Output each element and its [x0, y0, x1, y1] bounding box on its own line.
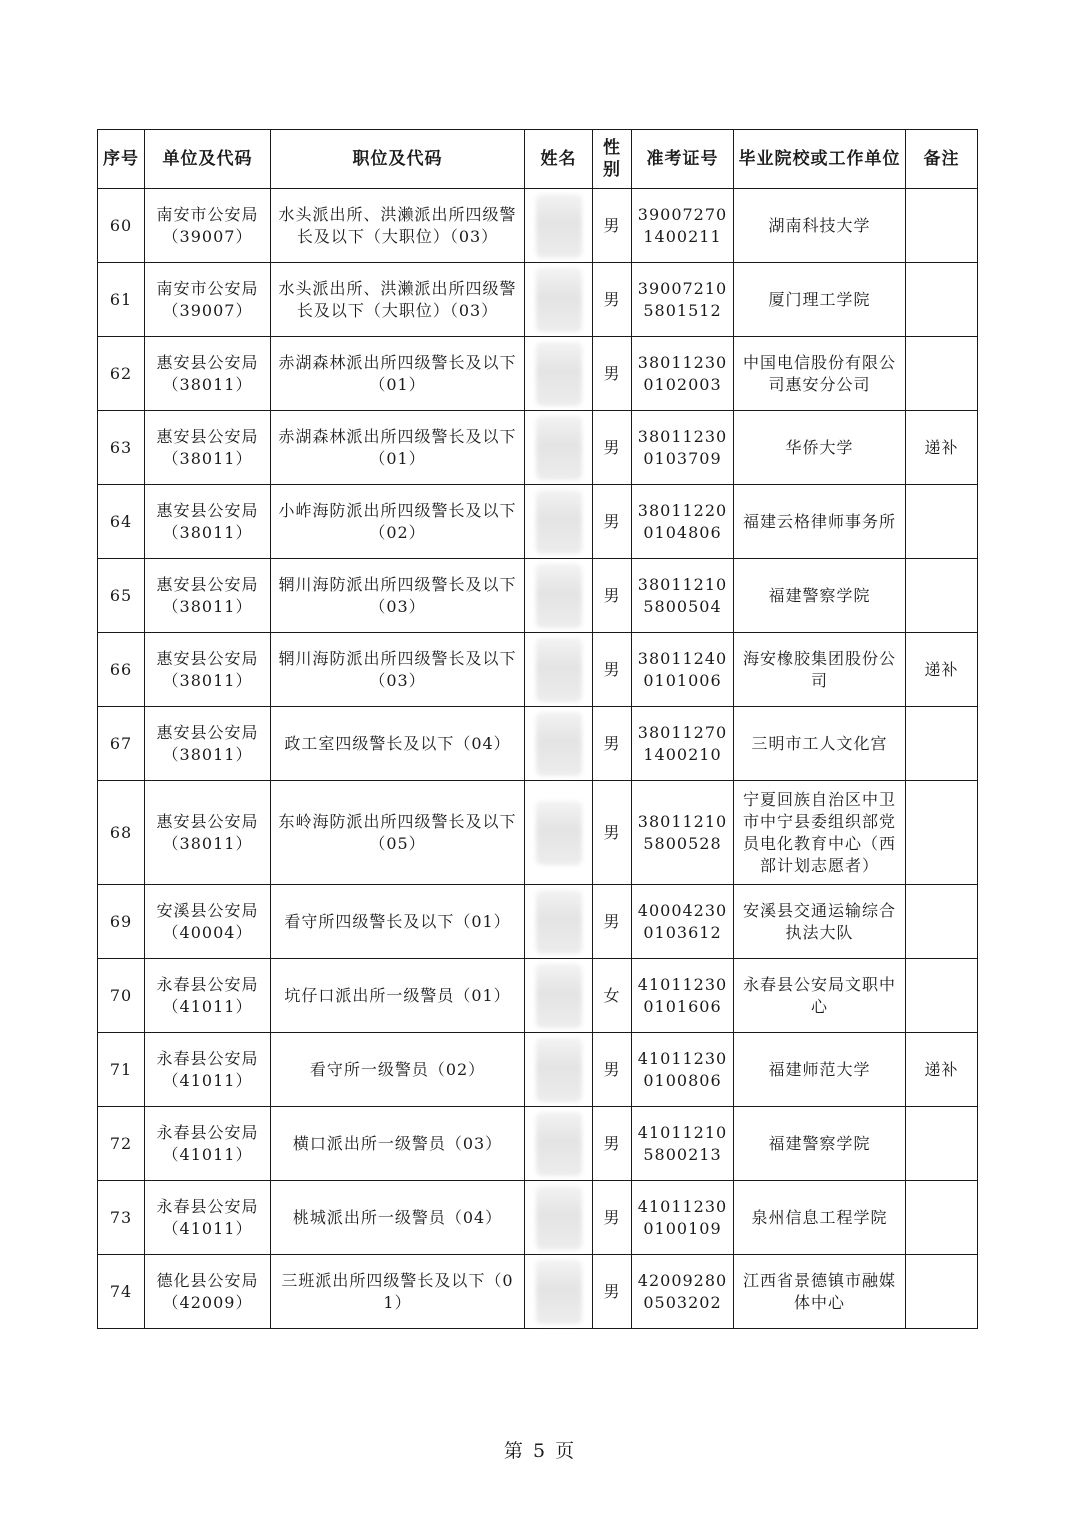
cell-position: 政工室四级警长及以下（04） — [271, 707, 525, 781]
cell-seq: 72 — [98, 1107, 145, 1181]
cell-unit: 惠安县公安局（38011） — [145, 633, 271, 707]
cell-school: 三明市工人文化宫 — [734, 707, 906, 781]
table-row — [98, 633, 978, 707]
cell-exam-no: 410112300101606 — [632, 959, 734, 1033]
cell-unit: 惠安县公安局（38011） — [145, 411, 271, 485]
cell-school: 永春县公安局文职中心 — [734, 959, 906, 1033]
header-unit: 单位及代码 — [145, 130, 271, 189]
cell-remark: 递补 — [906, 1033, 978, 1107]
cell-remark: 递补 — [906, 411, 978, 485]
cell-name — [525, 1181, 593, 1255]
cell-gender: 女 — [593, 959, 632, 1033]
cell-remark — [906, 1181, 978, 1255]
header-name: 姓名 — [525, 130, 593, 189]
redacted-name-blur — [536, 801, 582, 865]
cell-name — [525, 781, 593, 885]
cell-school: 中国电信股份有限公司惠安分公司 — [734, 337, 906, 411]
cell-seq: 62 — [98, 337, 145, 411]
cell-name — [525, 633, 593, 707]
header-seq: 序号 — [98, 130, 145, 189]
cell-seq: 60 — [98, 189, 145, 263]
redacted-name-blur — [536, 490, 582, 554]
table-row — [98, 885, 978, 959]
page-number: 第 5 页 — [503, 1440, 577, 1462]
cell-position: 看守所一级警员（02） — [271, 1033, 525, 1107]
cell-gender: 男 — [593, 781, 632, 885]
redacted-name-blur — [536, 194, 582, 258]
cell-gender: 男 — [593, 1033, 632, 1107]
cell-unit: 惠安县公安局（38011） — [145, 485, 271, 559]
cell-position: 辋川海防派出所四级警长及以下（03） — [271, 633, 525, 707]
cell-school: 福建警察学院 — [734, 1107, 906, 1181]
cell-exam-no: 380112400101006 — [632, 633, 734, 707]
cell-school: 福建警察学院 — [734, 559, 906, 633]
cell-seq: 66 — [98, 633, 145, 707]
cell-gender: 男 — [593, 559, 632, 633]
cell-gender: 男 — [593, 189, 632, 263]
table-row — [98, 707, 978, 781]
cell-school: 福建师范大学 — [734, 1033, 906, 1107]
cell-gender: 男 — [593, 337, 632, 411]
cell-seq: 61 — [98, 263, 145, 337]
cell-exam-no: 380112105800528 — [632, 781, 734, 885]
redacted-name-blur — [536, 1038, 582, 1102]
cell-remark — [906, 337, 978, 411]
cell-position: 小岞海防派出所四级警长及以下（02） — [271, 485, 525, 559]
cell-remark: 递补 — [906, 633, 978, 707]
candidate-table — [97, 129, 978, 1329]
cell-position: 东岭海防派出所四级警长及以下（05） — [271, 781, 525, 885]
cell-remark — [906, 959, 978, 1033]
header-position: 职位及代码 — [271, 130, 525, 189]
cell-remark — [906, 559, 978, 633]
redacted-name-blur — [536, 712, 582, 776]
header-gender: 性别 — [593, 130, 632, 189]
cell-gender: 男 — [593, 707, 632, 781]
table-header-row — [98, 130, 978, 189]
cell-unit: 惠安县公安局（38011） — [145, 707, 271, 781]
table-row — [98, 485, 978, 559]
cell-unit: 永春县公安局（41011） — [145, 959, 271, 1033]
cell-gender: 男 — [593, 1107, 632, 1181]
header-remark: 备注 — [906, 130, 978, 189]
cell-exam-no: 420092800503202 — [632, 1255, 734, 1329]
cell-name — [525, 707, 593, 781]
table-row — [98, 189, 978, 263]
cell-name — [525, 885, 593, 959]
cell-name — [525, 263, 593, 337]
table-row — [98, 1181, 978, 1255]
cell-exam-no: 380112200104806 — [632, 485, 734, 559]
cell-gender: 男 — [593, 263, 632, 337]
cell-seq: 71 — [98, 1033, 145, 1107]
cell-remark — [906, 885, 978, 959]
cell-exam-no: 410112300100109 — [632, 1181, 734, 1255]
cell-school: 泉州信息工程学院 — [734, 1181, 906, 1255]
cell-remark — [906, 781, 978, 885]
cell-remark — [906, 189, 978, 263]
cell-gender: 男 — [593, 633, 632, 707]
redacted-name-blur — [536, 1112, 582, 1176]
redacted-name-blur — [536, 1186, 582, 1250]
cell-exam-no: 390072701400211 — [632, 189, 734, 263]
table-row — [98, 1107, 978, 1181]
cell-name — [525, 1255, 593, 1329]
cell-exam-no: 380112105800504 — [632, 559, 734, 633]
cell-gender: 男 — [593, 485, 632, 559]
table-row — [98, 1033, 978, 1107]
cell-exam-no: 410112300100806 — [632, 1033, 734, 1107]
cell-exam-no: 380112701400210 — [632, 707, 734, 781]
cell-unit: 惠安县公安局（38011） — [145, 559, 271, 633]
cell-seq: 74 — [98, 1255, 145, 1329]
cell-position: 桃城派出所一级警员（04） — [271, 1181, 525, 1255]
cell-exam-no: 390072105801512 — [632, 263, 734, 337]
redacted-name-blur — [536, 1260, 582, 1324]
cell-name — [525, 1033, 593, 1107]
cell-position: 水头派出所、洪濑派出所四级警长及以下（大职位）（03） — [271, 263, 525, 337]
redacted-name-blur — [536, 890, 582, 954]
cell-school: 宁夏回族自治区中卫市中宁县委组织部党员电化教育中心（西部计划志愿者） — [734, 781, 906, 885]
cell-position: 辋川海防派出所四级警长及以下（03） — [271, 559, 525, 633]
cell-seq: 65 — [98, 559, 145, 633]
table-row — [98, 559, 978, 633]
cell-exam-no: 410112105800213 — [632, 1107, 734, 1181]
cell-gender: 男 — [593, 885, 632, 959]
cell-seq: 69 — [98, 885, 145, 959]
cell-seq: 68 — [98, 781, 145, 885]
table-row — [98, 411, 978, 485]
cell-position: 坑仔口派出所一级警员（01） — [271, 959, 525, 1033]
cell-unit: 永春县公安局（41011） — [145, 1107, 271, 1181]
cell-position: 水头派出所、洪濑派出所四级警长及以下（大职位）（03） — [271, 189, 525, 263]
cell-remark — [906, 485, 978, 559]
cell-seq: 70 — [98, 959, 145, 1033]
cell-school: 江西省景德镇市融媒体中心 — [734, 1255, 906, 1329]
cell-name — [525, 411, 593, 485]
cell-seq: 73 — [98, 1181, 145, 1255]
cell-name — [525, 959, 593, 1033]
cell-gender: 男 — [593, 411, 632, 485]
table-row — [98, 1255, 978, 1329]
cell-exam-no: 380112300103709 — [632, 411, 734, 485]
header-school: 毕业院校或工作单位 — [734, 130, 906, 189]
cell-position: 赤湖森林派出所四级警长及以下（01） — [271, 411, 525, 485]
cell-name — [525, 189, 593, 263]
cell-unit: 惠安县公安局（38011） — [145, 781, 271, 885]
cell-unit: 永春县公安局（41011） — [145, 1181, 271, 1255]
cell-position: 三班派出所四级警长及以下（01） — [271, 1255, 525, 1329]
redacted-name-blur — [536, 564, 582, 628]
table-row — [98, 263, 978, 337]
cell-unit: 南安市公安局（39007） — [145, 189, 271, 263]
cell-unit: 安溪县公安局（40004） — [145, 885, 271, 959]
cell-seq: 64 — [98, 485, 145, 559]
cell-unit: 惠安县公安局（38011） — [145, 337, 271, 411]
cell-unit: 永春县公安局（41011） — [145, 1033, 271, 1107]
redacted-name-blur — [536, 638, 582, 702]
cell-unit: 德化县公安局（42009） — [145, 1255, 271, 1329]
cell-name — [525, 485, 593, 559]
cell-gender: 男 — [593, 1181, 632, 1255]
redacted-name-blur — [536, 416, 582, 480]
cell-school: 厦门理工学院 — [734, 263, 906, 337]
cell-school: 湖南科技大学 — [734, 189, 906, 263]
table-row — [98, 959, 978, 1033]
table-row — [98, 337, 978, 411]
cell-unit: 南安市公安局（39007） — [145, 263, 271, 337]
cell-position: 赤湖森林派出所四级警长及以下（01） — [271, 337, 525, 411]
cell-position: 看守所四级警长及以下（01） — [271, 885, 525, 959]
cell-name — [525, 337, 593, 411]
header-exam-no: 准考证号 — [632, 130, 734, 189]
table-row — [98, 781, 978, 885]
cell-seq: 63 — [98, 411, 145, 485]
cell-remark — [906, 263, 978, 337]
cell-exam-no: 380112300102003 — [632, 337, 734, 411]
cell-exam-no: 400042300103612 — [632, 885, 734, 959]
cell-name — [525, 559, 593, 633]
cell-position: 横口派出所一级警员（03） — [271, 1107, 525, 1181]
cell-school: 华侨大学 — [734, 411, 906, 485]
redacted-name-blur — [536, 268, 582, 332]
cell-seq: 67 — [98, 707, 145, 781]
cell-school: 安溪县交通运输综合执法大队 — [734, 885, 906, 959]
redacted-name-blur — [536, 342, 582, 406]
cell-school: 海安橡胶集团股份公司 — [734, 633, 906, 707]
redacted-name-blur — [536, 964, 582, 1028]
cell-remark — [906, 1255, 978, 1329]
cell-name — [525, 1107, 593, 1181]
cell-remark — [906, 1107, 978, 1181]
cell-gender: 男 — [593, 1255, 632, 1329]
cell-remark — [906, 707, 978, 781]
cell-school: 福建云格律师事务所 — [734, 485, 906, 559]
